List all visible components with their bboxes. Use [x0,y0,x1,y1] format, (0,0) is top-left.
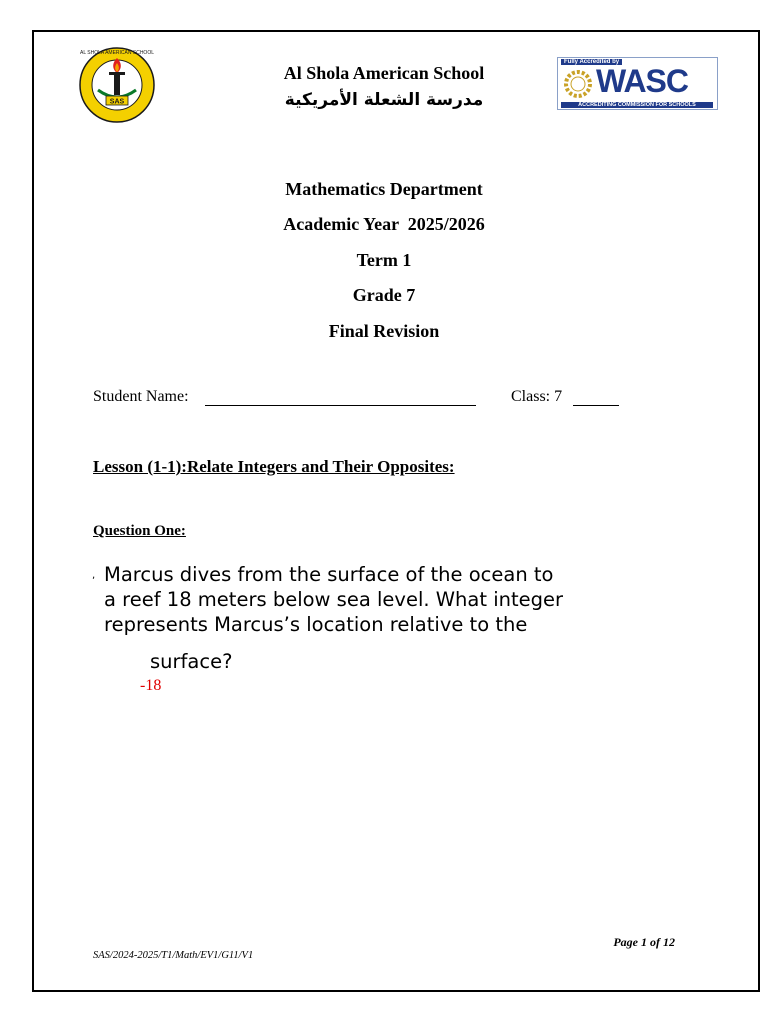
school-crest-icon [78,46,156,124]
department-title: Mathematics Department [285,179,483,199]
question-title: Question One: [93,523,186,539]
class-blank[interactable] [573,405,619,406]
document-code: SAS/2024-2025/T1/Math/EV1/G11/V1 [93,950,254,961]
question-line: a reef 18 meters below sea level. What integer [104,588,564,611]
wasc-mark: WASC [596,63,688,99]
page-border [32,30,760,992]
school-name-arabic: مدرسة الشعلة الأمريكية [284,90,484,110]
page-number: Page 1 of 12 [613,935,675,949]
term-label: Term 1 [356,250,412,270]
revision-title: Final Revision [328,321,440,341]
answer-text: -18 [140,677,162,694]
question-line: Marcus dives from the surface of the ocean to [104,563,554,586]
wasc-badge-text: Fully Accredited by [561,59,622,65]
student-name-label: Student Name: [93,388,189,405]
school-logo-ring-text: AL SHOLA AMERICAN SCHOOL [79,50,155,56]
class-label: Class: 7 [511,388,563,405]
wasc-caption: ACCREDITING COMMISSION FOR SCHOOLS [561,102,713,108]
question-marker: , [92,570,96,581]
academic-year: Academic Year 2025/2026 [283,214,485,234]
student-name-blank[interactable] [205,405,476,406]
question-line: represents Marcus’s location relative to the [104,613,528,636]
question-line: surface? [150,650,233,673]
lesson-title: Lesson (1-1):Relate Integers and Their Opposites: [93,457,455,476]
school-name-english: Al Shola American School [283,63,485,83]
grade-label: Grade 7 [352,285,416,305]
school-logo-initials: SAS [109,98,125,106]
